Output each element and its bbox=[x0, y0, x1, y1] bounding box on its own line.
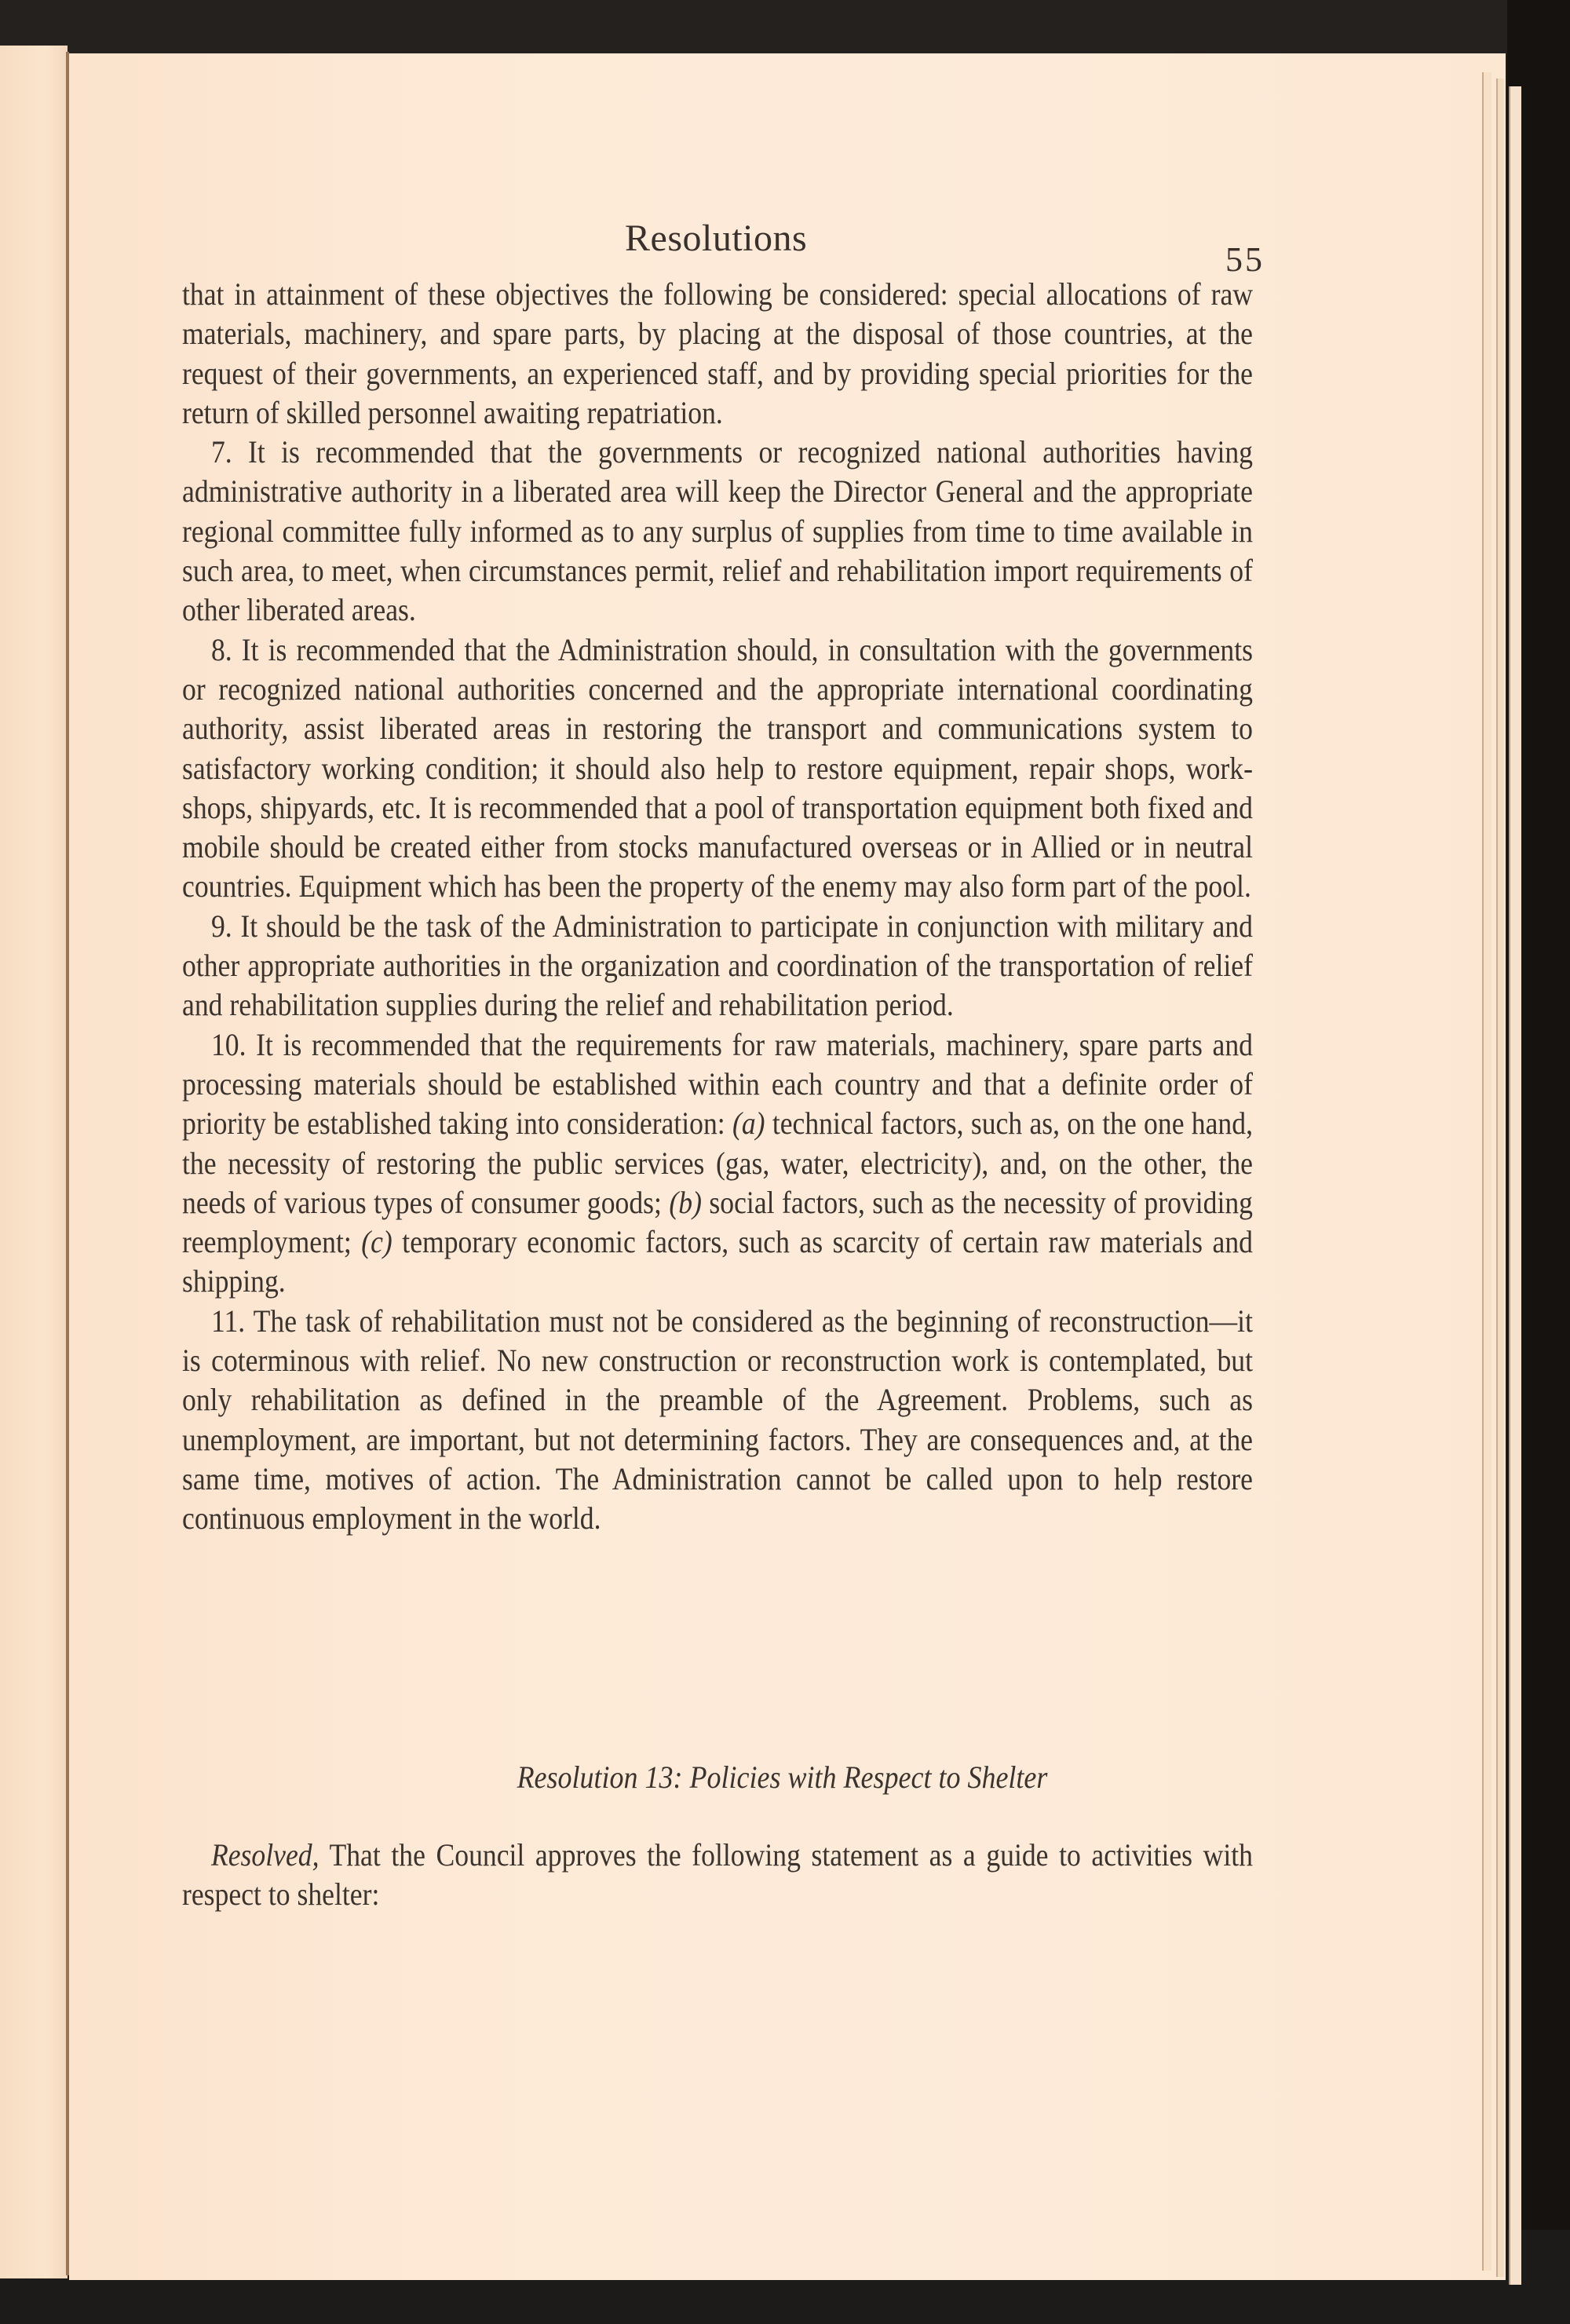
page-edge-leaf bbox=[1509, 86, 1521, 2285]
paragraph-text: that in attainment of these objectives the following be considered: special allocations of raw materials, machinery, and spare parts, by placing at the disposal of those countries, at the request of their governments, an experienced staff, and by providing special priorities for the return of skilled personnel awaiting repatriation. bbox=[182, 276, 1253, 430]
resolved-text: That the Council approves the following statement as a guide to activities with respect to shelter: bbox=[182, 1837, 1253, 1913]
paragraph-number: 7. bbox=[210, 434, 232, 470]
paragraph-10 bbox=[182, 1025, 1253, 1302]
paragraph-text: technical factors, such as, on the one hand, the necessity of restoring the public services (gas, water, electricity), and, on the other, the needs of various types of consumer goods; bbox=[182, 1105, 1253, 1220]
list-label-b: (b) bbox=[669, 1184, 702, 1220]
resolved-paragraph bbox=[182, 1836, 1253, 1915]
body-text bbox=[182, 275, 1253, 1539]
resolved-label: Resolved, bbox=[210, 1837, 319, 1873]
resolved-line bbox=[182, 1836, 1253, 1915]
paragraph-text: It should be the task of the Administration to participate in conjunction with military and other appropriate authorities in the organization and coordination of the transportation of relief and rehabilitation supplies during the relief and rehabilitation period. bbox=[182, 908, 1254, 1023]
paragraph-8 bbox=[182, 630, 1253, 907]
paragraph-text: It is recommended that the Administration should, in consultation with the governments or recognized national authorities concerned and the appropriate international coordinating authority, assist liberated areas in restoring the transport and communications system to satisfactory working condition; it should also help to restore equipment, repair shops, workshops, shipyards, etc. It is recommended that a pool of transportation equipment both fixed and mobile should be created either from stocks manufactured overseas or in Allied or in neutral countries. Equipment which has been the property of the enemy may also form part of the pool. bbox=[182, 631, 1253, 904]
page-number: 55 bbox=[1225, 240, 1265, 279]
section-heading: Resolution 13: Policies with Respect to Shelter bbox=[517, 1759, 1048, 1795]
paragraph-text: The task of rehabilitation must not be considered as the beginning of reconstruction—it is coterminous with relief. No new construction or reconstruction work is contemplated, but only rehabilitation as defined in the preamble of the Agreement. Problems, such as unemployment, are important, but not determining factors. They are consequences and, at the same time, motives of action. The Administration cannot be called upon to help restore continuous employment in the world. bbox=[182, 1303, 1253, 1537]
list-label-a: (a) bbox=[732, 1105, 765, 1142]
paragraph-continuation bbox=[182, 275, 1253, 433]
paragraph-text: It is recommended that the governments or recognized national authorities having administrative authority in a liberated area will keep the Director General and the appropriate regional committee fully informed as to any surplus of supplies from time to time available in such area, to meet, when circumstances permit, relief and rehabilitation import requirements of other liberated areas. bbox=[182, 434, 1254, 628]
paragraph-11 bbox=[182, 1302, 1253, 1539]
page-edge-leaf bbox=[1496, 79, 1504, 2277]
scan-backdrop-top bbox=[0, 0, 1570, 55]
running-head: Resolutions bbox=[625, 217, 808, 259]
paragraph-number: 9. bbox=[210, 908, 232, 944]
paragraph-text: It is recommended that the requirements for raw materials, machinery, spare parts and processing materials should be established within each country and that a definite order of priority be established taking into consideration: bbox=[182, 1026, 1253, 1142]
list-label-c: (c) bbox=[361, 1224, 392, 1260]
paragraph-9 bbox=[182, 907, 1253, 1025]
paragraph-text: social factors, such as the necessity of providing reemployment; bbox=[182, 1184, 1253, 1260]
paragraph-text: temporary economic factors, such as scarcity of certain raw materials and shipping. bbox=[182, 1224, 1254, 1299]
previous-page-edge bbox=[0, 46, 68, 2278]
paragraph-7 bbox=[182, 433, 1253, 630]
paragraph-number: 8. bbox=[210, 631, 232, 667]
paragraph-number: 10. bbox=[210, 1026, 246, 1062]
page-edge-leaf bbox=[1482, 72, 1492, 2271]
paragraph-number: 11. bbox=[210, 1303, 246, 1339]
